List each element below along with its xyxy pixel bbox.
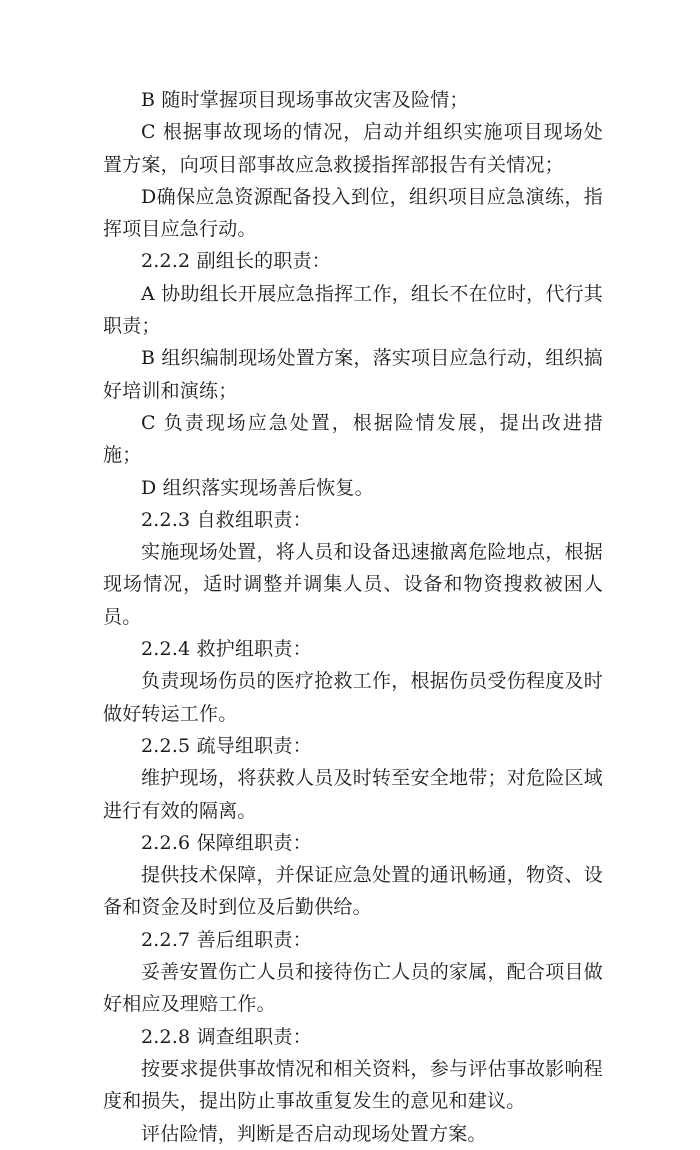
paragraph-support: 提供技术保障，并保证应急处置的通讯畅通，物资、设备和资金及时到位及后勤供给。 <box>103 864 603 919</box>
paragraph-duty-d: D确保应急资源配备投入到位，组织项目应急演练，指挥项目应急行动。 <box>103 185 603 241</box>
paragraph-duty-c: C 根据事故现场的情况，启动并组织实施项目现场处置方案，向项目部事故应急救援指挥部报告有关情况； <box>103 121 603 176</box>
paragraph-deputy-d: D 组织落实现场善后恢复。 <box>141 476 374 499</box>
section-heading-evacuation: 2.2.5 疏导组职责： <box>141 734 312 757</box>
section-heading-aftermath: 2.2.7 善后组职责： <box>141 928 312 951</box>
paragraph-deputy-a: A 协助组长开展应急指挥工作，组长不在位时，代行其职责； <box>103 282 603 338</box>
section-heading-investigation: 2.2.8 调查组职责： <box>141 1025 312 1048</box>
paragraph-medical: 负责现场伤员的医疗抢救工作，根据伤员受伤程度及时做好转运工作。 <box>103 670 603 725</box>
paragraph-deputy-c: C 负责现场应急处置，根据险情发展，提出改进措施； <box>103 411 603 467</box>
section-heading-self-rescue: 2.2.3 自救组职责： <box>141 508 312 531</box>
paragraph-self-rescue: 实施现场处置，将人员和设备迅速撤离危险地点，根据现场情况，适时调整并调集人员、设备和物资搜救被困人员。 <box>103 541 603 628</box>
section-heading-medical: 2.2.4 救护组职责： <box>141 638 312 661</box>
paragraph-assessment: 评估险情，判断是否启动现场处置方案。 <box>141 1122 487 1145</box>
paragraph-evacuation: 维护现场，将获救人员及时转至安全地带；对危险区域进行有效的隔离。 <box>103 767 603 822</box>
paragraph-aftermath: 妥善安置伤亡人员和接待伤亡人员的家属，配合项目做好相应及理赔工作。 <box>103 961 603 1016</box>
section-heading-support: 2.2.6 保障组职责： <box>141 831 312 854</box>
paragraph-deputy-b: B 组织编制现场处置方案，落实项目应急行动，组织搞好培训和演练； <box>103 347 604 402</box>
paragraph-investigation: 按要求提供事故情况和相关资料，参与评估事故影响程度和损失，提出防止事故重复发生的意见和建议。 <box>103 1057 603 1113</box>
section-heading-deputy-leader: 2.2.2 副组长的职责： <box>141 250 331 273</box>
paragraph-duty-b: B 随时掌握项目现场事故灾害及险情； <box>141 89 469 111</box>
